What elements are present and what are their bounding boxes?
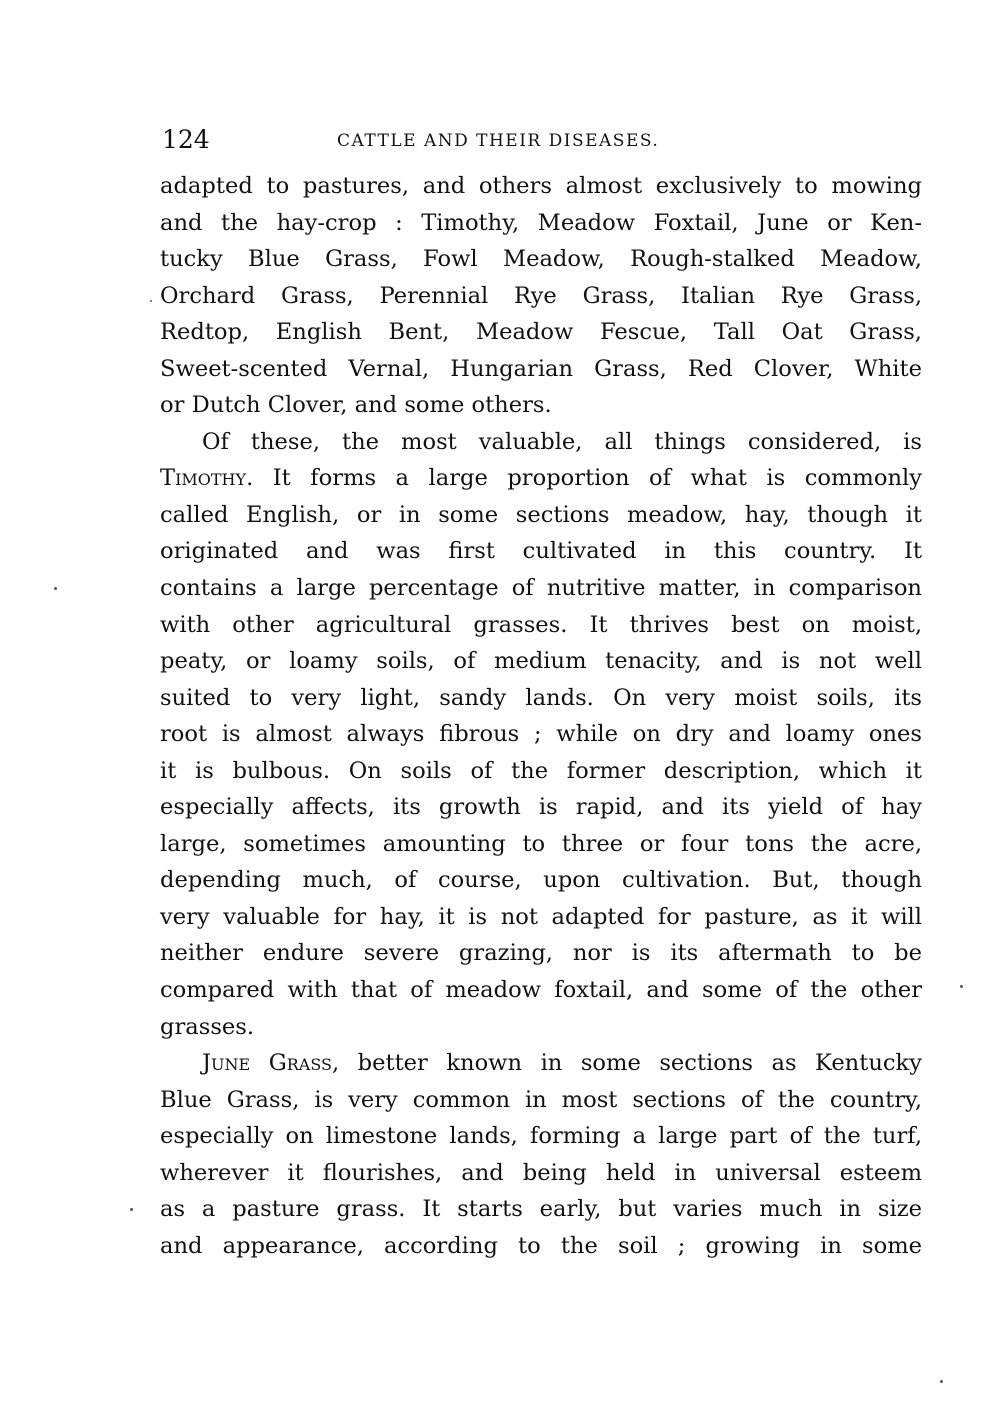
line-rest: It forms a large proportion of what is commonly [253,465,922,492]
text-line: neither endure severe grazing, nor is its aftermath to be [160,940,922,967]
text-line [160,424,922,461]
text-line: and the hay-crop : Timothy, Meadow Foxtail, June or Ken- [160,209,922,236]
lead-text: Of these, the most valuable, all things considered, is [202,428,922,455]
text-line: originated and was first cultivated in this country. It [160,538,922,565]
text-line: large, sometimes amounting to three or four tons the acre, [160,830,922,857]
text-line: compared with that of meadow foxtail, and some of the other [160,977,922,1004]
text-line: suited to very light, sandy lands. On very moist soils, its [160,684,922,711]
line-rest: better known in some sections as Kentucky [339,1050,922,1077]
text-line: it is bulbous. On soils of the former description, which it [160,757,922,784]
text-line: especially affects, its growth is rapid, and its yield of hay [160,794,922,821]
text-line: or Dutch Clover, and some others. [160,392,552,419]
text-line: very valuable for hay, it is not adapted for pasture, as it will [160,903,922,930]
paragraph-timothy [160,424,922,1045]
scan-speck [940,1380,943,1383]
scan-speck [150,300,152,302]
text-line: Blue Grass, is very common in most sections of the country, [160,1086,922,1113]
page-header [162,124,922,156]
text-line: called English, or in some sections meadow, hay, though it [160,501,922,528]
text-line: wherever it flourishes, and being held in universal esteem [160,1159,922,1186]
scan-speck [130,1208,133,1211]
term-timothy: Timothy. [160,465,254,492]
page-number: 124 [162,125,210,154]
text-line: with other agricultural grasses. It thrives best on moist, [160,611,922,638]
text-line: peaty, or loamy soils, of medium tenacity, and is not well [160,648,922,675]
body-text [160,168,922,1264]
paragraph-june-grass [160,1045,922,1264]
text-line: root is almost always fibrous ; while on dry and loamy ones [160,721,922,748]
text-line: tucky Blue Grass, Fowl Meadow, Rough-stalked Meadow, [160,246,922,273]
text-line: Sweet-scented Vernal, Hungarian Grass, Red Clover, White [160,355,922,382]
text-line: Orchard Grass, Perennial Rye Grass, Italian Rye Grass, [160,282,922,309]
text-line: especially on limestone lands, forming a large part of the turf, [160,1123,922,1150]
text-line: and appearance, according to the soil ; growing in some [160,1232,922,1259]
text-line [160,1045,922,1082]
text-line: contains a large percentage of nutritive matter, in comparison [160,575,922,602]
text-line: grasses. [160,1013,255,1040]
paragraph-1 [160,168,922,424]
term-june-grass: June Grass, [202,1050,340,1077]
text-line [160,460,922,497]
text-line: as a pasture grass. It starts early, but varies much in size [160,1196,922,1223]
running-title: CATTLE AND THEIR DISEASES. [337,131,660,151]
text-line: adapted to pastures, and others almost exclusively to mowing [160,173,922,199]
text-line: Redtop, English Bent, Meadow Fescue, Tall Oat Grass, [160,319,922,346]
text-line: depending much, of course, upon cultivation. But, though [160,867,922,894]
scan-speck [54,587,57,590]
scan-speck [960,985,963,988]
